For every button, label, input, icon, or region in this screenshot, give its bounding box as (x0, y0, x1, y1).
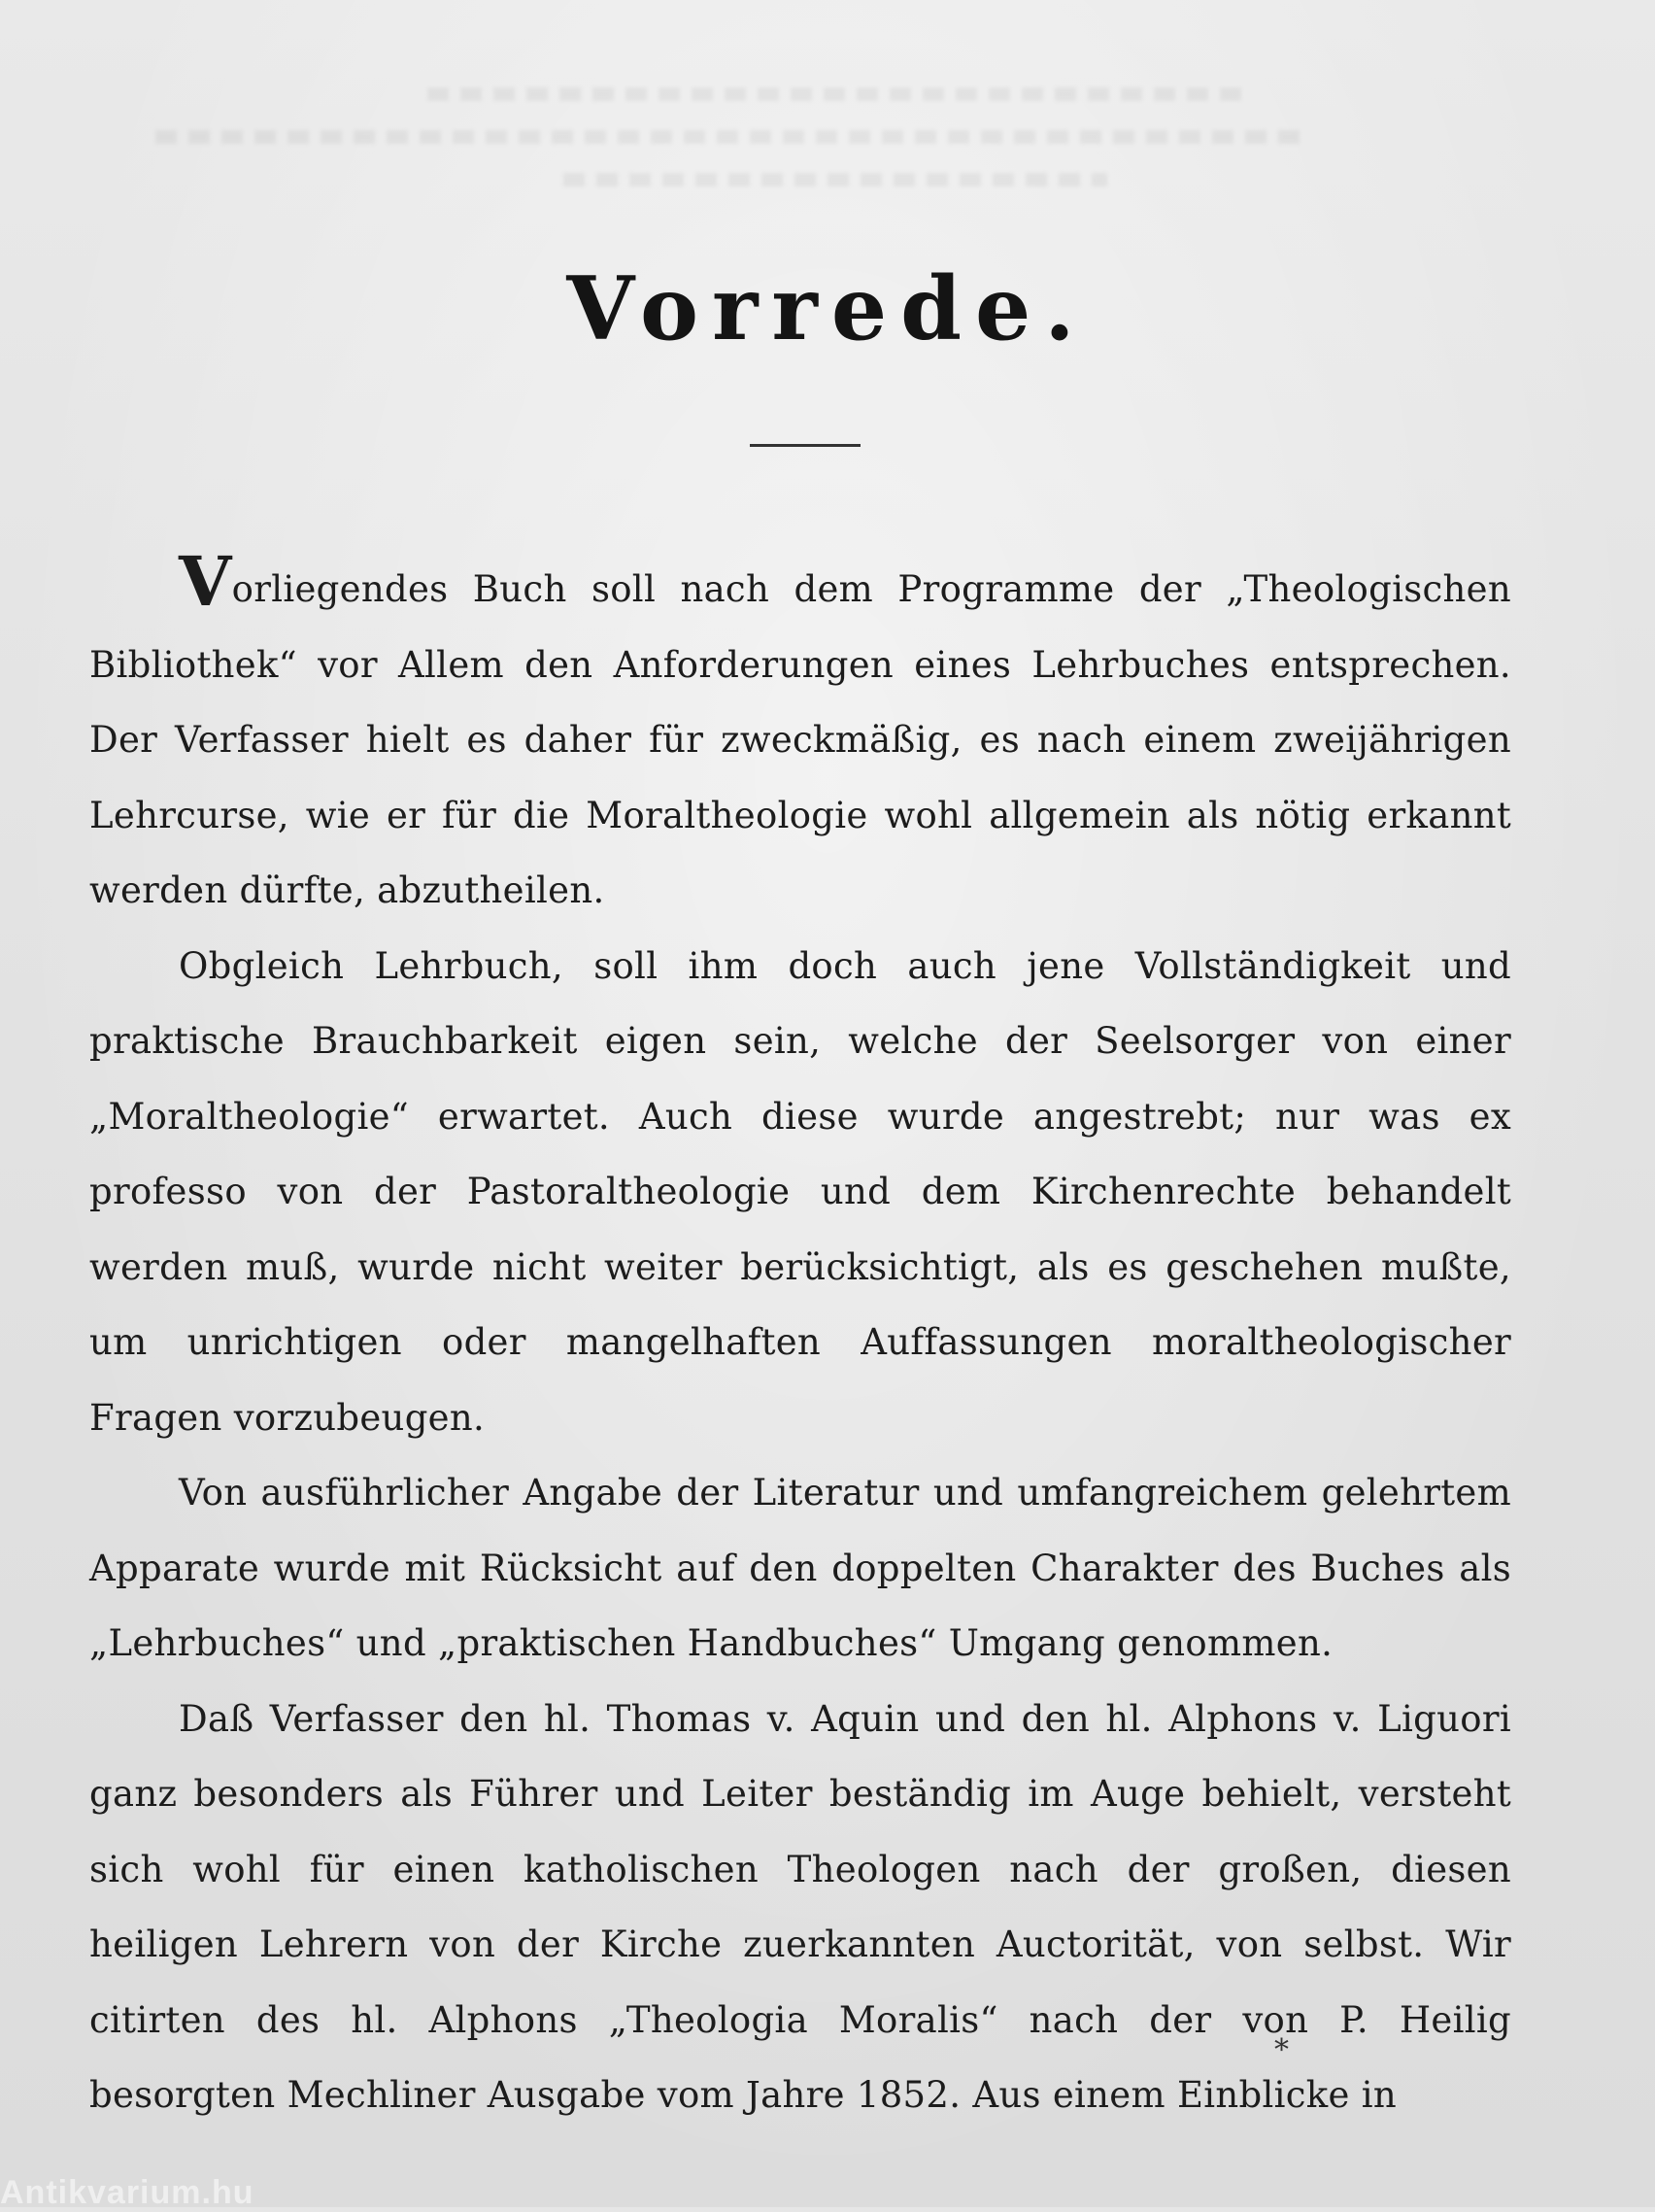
signature-mark: * (1274, 2033, 1289, 2067)
paragraph-3: Von ausführlicher Angabe der Literatur und umfangreichem gelehrtem Apparate wurde mit Rücksicht auf den doppelten Charakter des Buches als „Lehrbuches“ und „praktischen Handbuches“ Umgang genommen. (89, 1472, 1511, 1664)
paragraph-1 (89, 541, 1511, 929)
paragraph-2: Obgleich Lehrbuch, soll ihm doch auch jene Vollständigkeit und praktische Brauchbarkeit eigen sein, welche der Seelsorger von einer „Moraltheologie“ erwartet. Auch diese wurde angestrebt; nur was ex professo von der Pastoraltheologie und dem Kirchenrechte behandelt werden muß, wurde nicht weiter berücksichtigt, als es geschehen mußte, um unrichtigen oder mangelhaften Auffassungen moraltheologischer Fragen vorzubeugen. (89, 944, 1511, 1439)
paragraph-1-text: orliegendes Buch soll nach dem Programme der „Theologischen Bibliothek“ vor Allem den Anforderungen eines Lehrbuches entsprechen. Der Verfasser hielt es daher für zweckmäßig, es nach einem zweijährigen Lehrcurse, wie er für die Moraltheologie wohl allgemein als nötig erkannt werden dürfte, abzutheilen. (89, 568, 1511, 911)
page-title: Vorrede. (566, 257, 1089, 360)
drop-cap: V (179, 541, 232, 622)
body-text (89, 541, 1511, 2133)
watermark: Antikvarium.hu (0, 2174, 254, 2211)
paragraph-4: Daß Verfasser den hl. Thomas v. Aquin und den hl. Alphons v. Liguori ganz besonders als Führer und Leiter beständig im Auge behielt, versteht sich wohl für einen katholischen Theologen nach der großen, diesen heiligen Lehrern von der Kirche zuerkannten Auctorität, von selbst. Wir citirten des hl. Alphons „Theologia Moralis“ nach der von P. Heilig besorgten Mechliner Ausgabe vom Jahre 1852. Aus einem Einblicke in (89, 1697, 1511, 2116)
title-divider (750, 444, 861, 447)
